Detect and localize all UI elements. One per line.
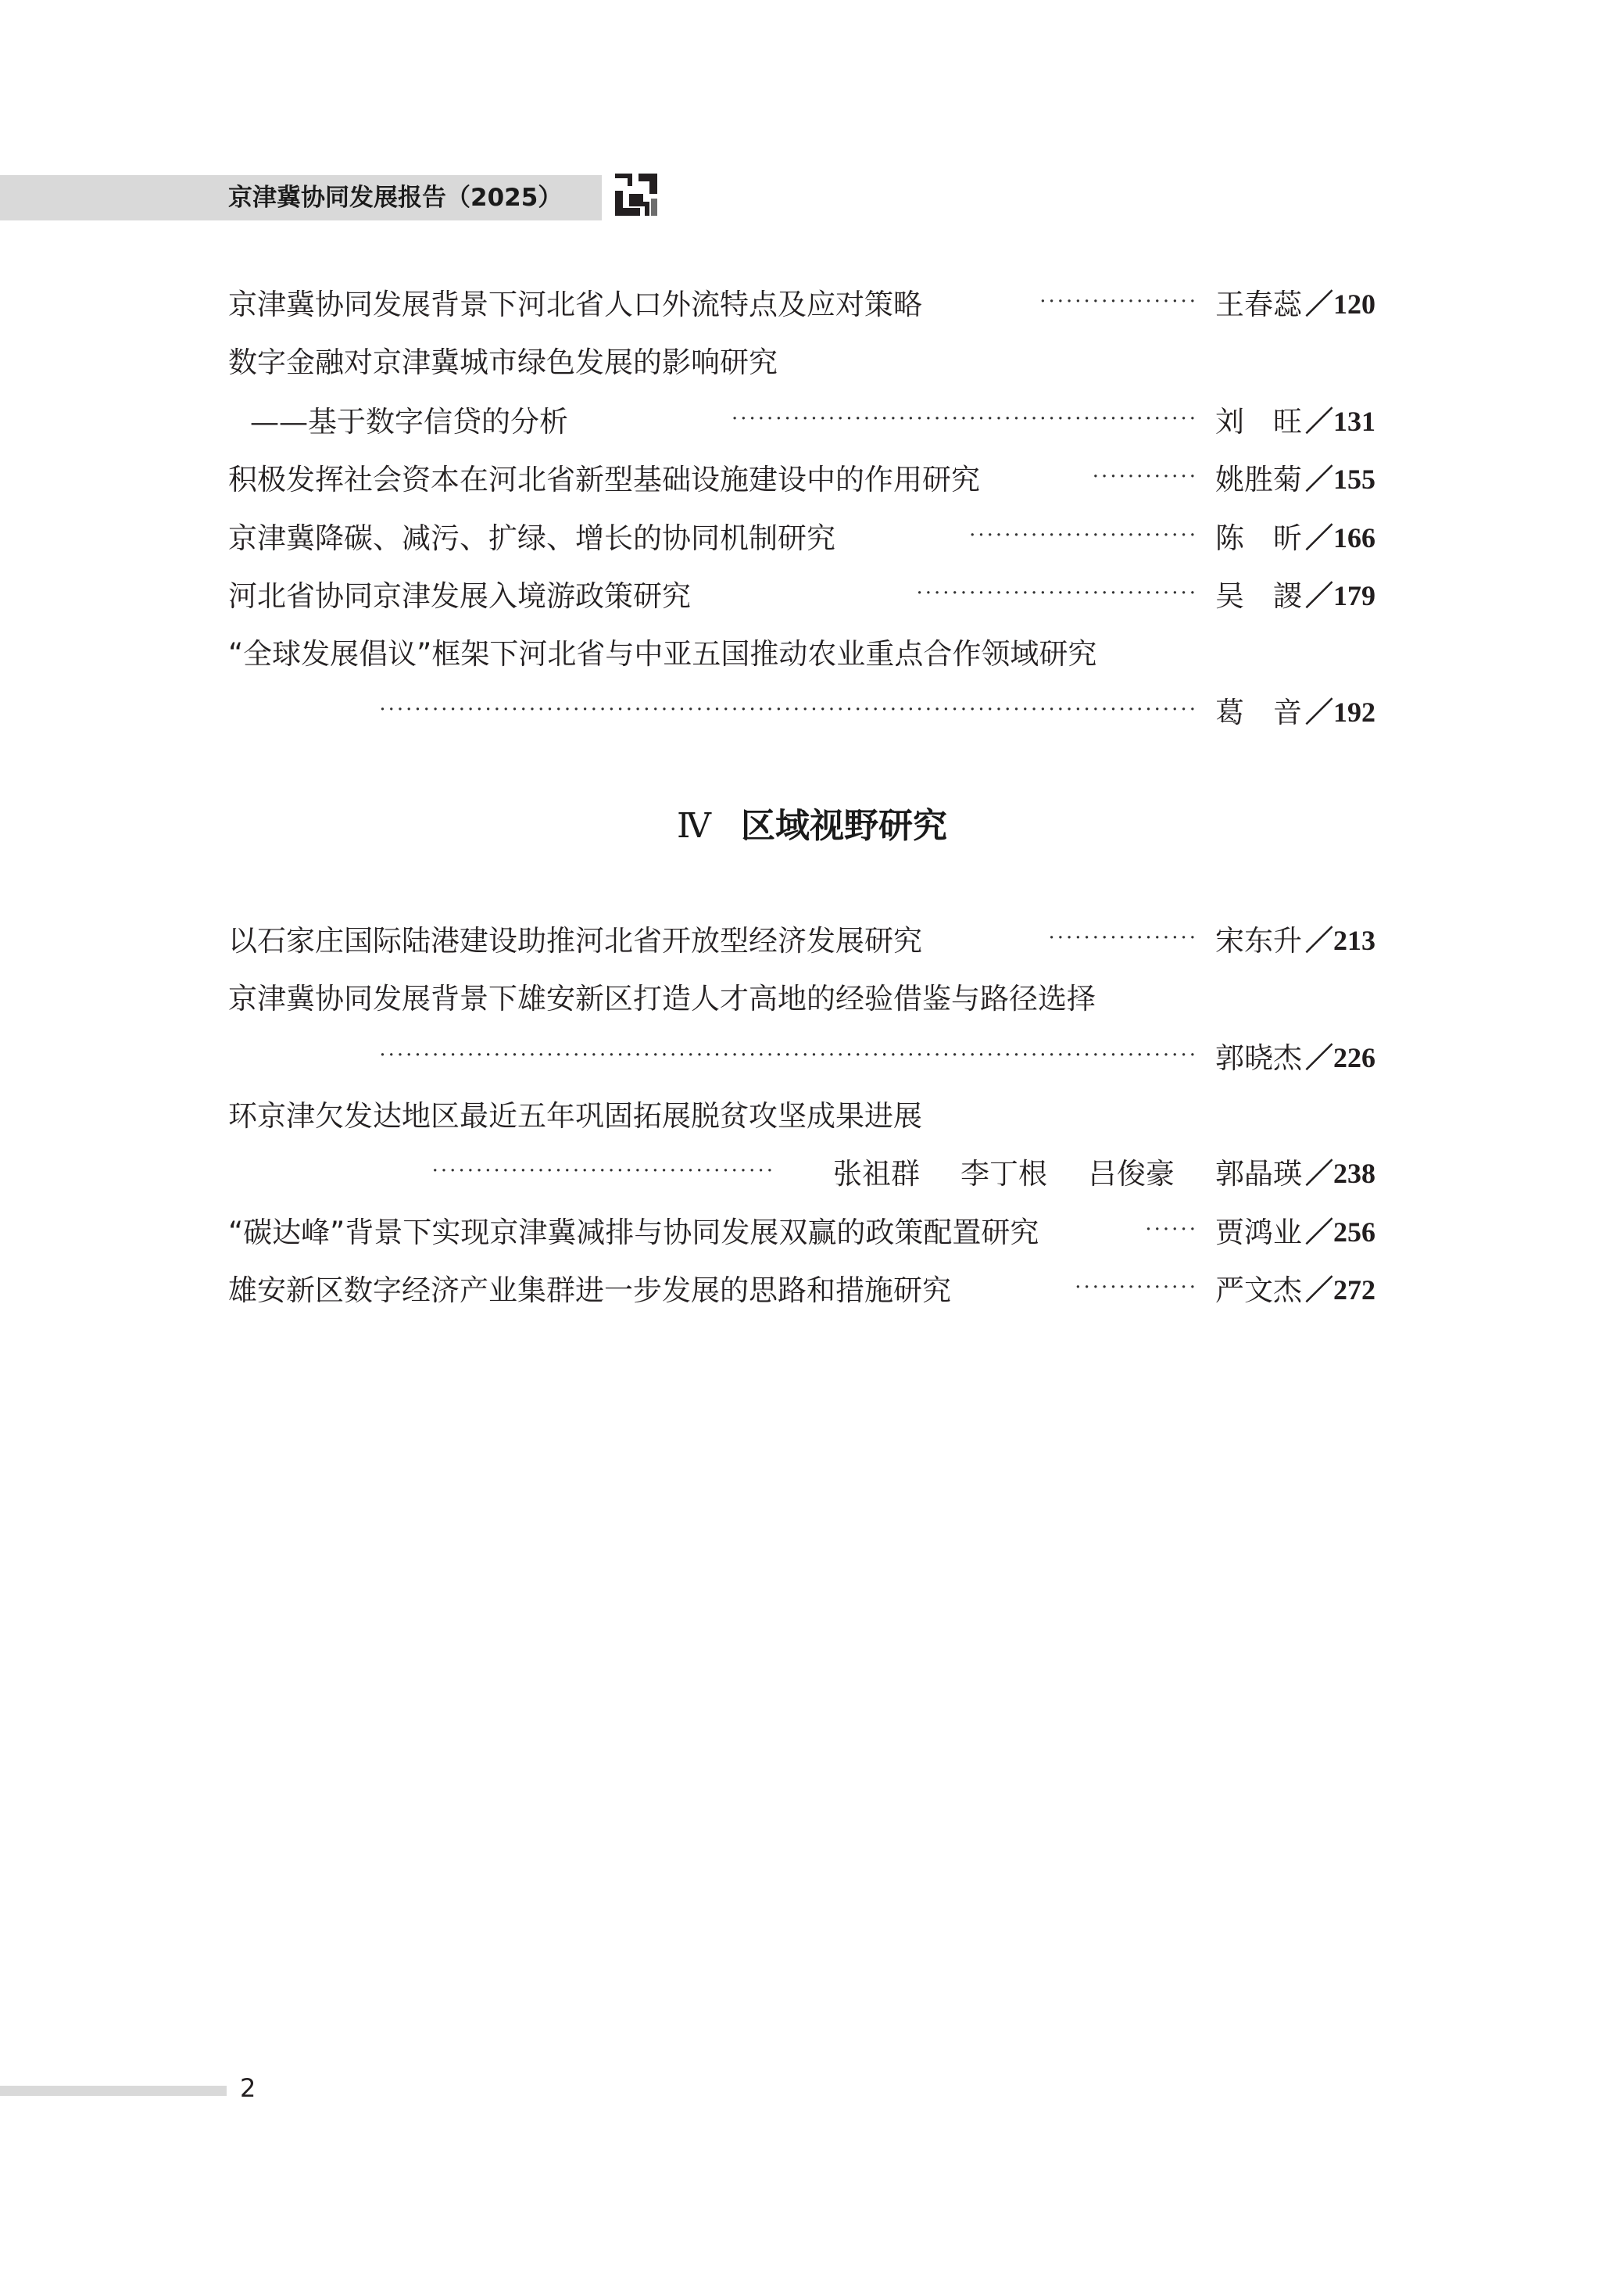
toc-entry-title: 河北省协同京津发展入境游政策研究: [228, 579, 691, 613]
page-number-value: 120: [1333, 288, 1375, 320]
dot-leader: ································: [916, 582, 1198, 605]
toc-entry-page: ／192: [1304, 696, 1375, 728]
toc-entry-author: 吴 謖: [1214, 579, 1302, 613]
toc-entry[interactable]: [228, 570, 1375, 617]
page-number-value: 238: [1333, 1157, 1375, 1189]
dot-leader: ·····························································································: [379, 698, 1198, 722]
toc-entry-page: ／155: [1304, 463, 1375, 495]
toc-entry[interactable]: [228, 1090, 1375, 1137]
toc-entry-author: 宋东升: [1214, 924, 1302, 958]
page-number-value: 166: [1333, 521, 1375, 553]
toc-entry-continuation-line[interactable]: [272, 686, 1375, 733]
toc-entry-title: “全球发展倡议”框架下河北省与中亚五国推动农业重点合作领域研究: [228, 637, 1097, 671]
page-number-value: 226: [1333, 1041, 1375, 1073]
toc-entry-subtitle: ——基于数字信贷的分析: [250, 405, 568, 439]
toc-entry[interactable]: [228, 915, 1375, 962]
page-number-value: 272: [1333, 1273, 1375, 1306]
toc-entry-page: ／166: [1304, 521, 1375, 553]
page-number-value: 131: [1333, 405, 1375, 437]
toc-entry-title: 环京津欠发达地区最近五年巩固拓展脱贫攻坚成果进展: [228, 1099, 922, 1133]
toc-entry[interactable]: [228, 453, 1375, 500]
toc-entry-author: 陈 昕: [1214, 521, 1302, 555]
toc-entry-subtitle-line[interactable]: [250, 396, 1375, 442]
running-header-title: 京津冀协同发展报告（2025）: [228, 184, 563, 212]
toc-entry-page: ／120: [1304, 288, 1375, 320]
toc-entry-continuation-line[interactable]: [289, 1148, 1375, 1195]
dot-leader: ·····························································································: [379, 1044, 1198, 1067]
toc-entry[interactable]: [228, 973, 1375, 1019]
toc-entry-author: 姚胜菊: [1214, 463, 1302, 496]
dot-leader: ·····················································: [731, 407, 1198, 431]
dot-leader: ··························: [969, 524, 1198, 547]
dot-leader: ············: [1092, 465, 1198, 489]
dot-leader: ·················: [1048, 926, 1198, 950]
toc-entry-author: 李丁根: [960, 1157, 1047, 1191]
toc-entry-page: ／226: [1304, 1041, 1375, 1073]
toc-entry-title: 京津冀协同发展背景下河北省人口外流特点及应对策略: [228, 288, 922, 321]
toc-entry[interactable]: [228, 1264, 1375, 1311]
page-number-value: 256: [1333, 1216, 1375, 1248]
dot-leader: ··············: [1075, 1276, 1198, 1299]
toc-entry-title: 数字金融对京津冀城市绿色发展的影响研究: [228, 346, 778, 379]
toc-entry[interactable]: [228, 336, 1375, 383]
toc-entry-page: ／256: [1304, 1216, 1375, 1248]
toc-entry-author: 葛 音: [1214, 696, 1302, 729]
page-number-value: 155: [1333, 463, 1375, 495]
toc-entry-title: 京津冀降碳、减污、扩绿、增长的协同机制研究: [228, 521, 835, 555]
toc-entry-title: 京津冀协同发展背景下雄安新区打造人才高地的经验借鉴与路径选择: [228, 982, 1096, 1016]
toc-entry[interactable]: [228, 1206, 1375, 1253]
toc-entry-page: ／131: [1304, 405, 1375, 437]
toc-entry-author: 王春蕊: [1214, 288, 1302, 321]
page-number-value: 192: [1333, 696, 1375, 728]
toc-entry-page: ／238: [1304, 1157, 1375, 1189]
toc-entry-author: 张祖群: [832, 1157, 920, 1191]
page-number: 2: [240, 2073, 256, 2103]
toc-entry-author: 郭晓杰: [1214, 1041, 1302, 1075]
page-number-value: 179: [1333, 579, 1375, 611]
toc-entry[interactable]: [228, 278, 1375, 325]
page-number-value: 213: [1333, 924, 1375, 956]
book-corner-emblem-icon: [612, 170, 660, 219]
toc-entry-page: ／213: [1304, 924, 1375, 956]
toc-entry-author: 严文杰: [1214, 1273, 1302, 1307]
toc-entry-author: 吕俊豪: [1087, 1157, 1175, 1191]
toc-entry-title: 积极发挥社会资本在河北省新型基础设施建设中的作用研究: [228, 463, 980, 496]
dot-leader: ······: [1145, 1218, 1198, 1241]
section-heading[interactable]: [0, 797, 1624, 847]
section-title: 区域视野研究: [740, 807, 947, 845]
toc-entry-title: “碳达峰”背景下实现京津冀减排与协同发展双赢的政策配置研究: [228, 1216, 1039, 1249]
dot-leader: ··················: [1039, 290, 1198, 313]
footer-bar: [0, 2086, 227, 2096]
section-number: Ⅳ: [677, 807, 711, 845]
dot-leader: ·······································: [431, 1159, 775, 1183]
toc-entry-page: ／272: [1304, 1273, 1375, 1306]
toc-entry[interactable]: [228, 628, 1375, 675]
toc-entry-continuation-line[interactable]: [272, 1032, 1375, 1079]
toc-entry[interactable]: [228, 512, 1375, 559]
toc-entry-author: 郭晶瑛: [1214, 1157, 1302, 1191]
toc-entry-author: 刘 旺: [1214, 405, 1302, 439]
toc-entry-page: ／179: [1304, 579, 1375, 611]
toc-entry-title: 以石家庄国际陆港建设助推河北省开放型经济发展研究: [228, 924, 922, 958]
toc-entry-title: 雄安新区数字经济产业集群进一步发展的思路和措施研究: [228, 1273, 951, 1307]
toc-entry-author: 贾鸿业: [1214, 1216, 1302, 1249]
